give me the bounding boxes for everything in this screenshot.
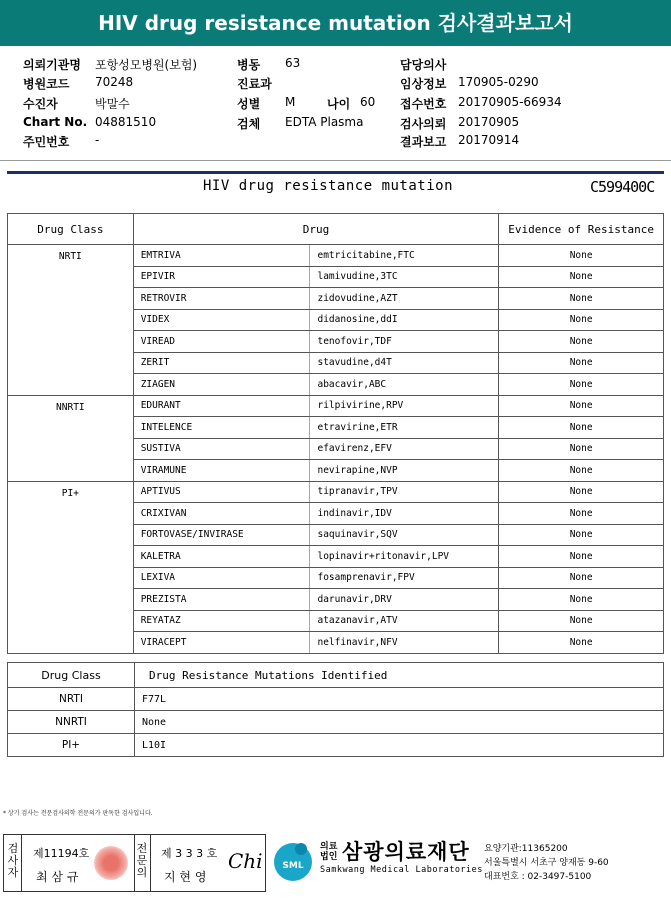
drug-brand-cell: CRIXIVAN [133, 503, 310, 525]
mut-class: NNRTI [8, 711, 135, 734]
resident-label: 주민번호 [23, 135, 70, 149]
evidence-cell: None [499, 481, 664, 503]
hospital-label: 의뢰기관명 [23, 58, 81, 72]
drug-generic-cell: saquinavir,SQV [310, 524, 499, 546]
report-value: 20170914 [458, 133, 520, 147]
doctor-label: 담당의사 [400, 58, 447, 72]
drug-generic-cell: zidovudine,AZT [310, 288, 499, 310]
drug-class-cell: NNRTI [8, 395, 134, 481]
evidence-cell: None [499, 417, 664, 439]
specialist-label: 전문의 [136, 842, 148, 879]
table-row [8, 395, 664, 417]
evidence-cell: None [499, 288, 664, 310]
code-value: 70248 [95, 75, 134, 89]
mut-value: L10I [135, 734, 664, 757]
drug-brand-cell: REYATAZ [133, 610, 310, 632]
org-phone: 대표번호 : 02-3497-5100 [484, 872, 592, 882]
drug-brand-cell: VIREAD [133, 331, 310, 353]
signature-box [3, 834, 266, 892]
specialist-name: 지 현 영 [164, 870, 207, 884]
mut-class: PI+ [8, 734, 135, 757]
drug-generic-cell: lopinavir+ritonavir,LPV [310, 546, 499, 568]
examiner-name: 최 삼 규 [36, 870, 79, 884]
specimen-label: 검체 [237, 117, 261, 131]
examiner-label: 검사자 [7, 842, 19, 879]
examiner-license: 제11194호 [33, 847, 90, 860]
evidence-cell: None [499, 438, 664, 460]
chart-label: Chart No. [23, 115, 88, 129]
drug-generic-cell: emtricitabine,FTC [310, 245, 499, 267]
drug-generic-cell: nevirapine,NVP [310, 460, 499, 482]
age-value: 60 [360, 95, 376, 109]
signature: Chi [228, 849, 263, 873]
header-evidence: Evidence of Resistance [499, 214, 664, 245]
drug-generic-cell: stavudine,d4T [310, 352, 499, 374]
sex-value: M [285, 95, 296, 109]
resident-value: - [95, 133, 100, 147]
mutation-table-header [8, 663, 664, 688]
table-row [8, 245, 664, 267]
report-title: HIV drug resistance mutation 검사결과보고서 [0, 0, 671, 46]
drug-brand-cell: SUSTIVA [133, 438, 310, 460]
specialist-license: 제 3 3 3 호 [161, 847, 218, 860]
drug-table-body [8, 245, 664, 654]
footnote: * 상기 검사는 전문검사의학 전문의가 판독한 검사입니다. [3, 810, 153, 817]
request-value: 20170905 [458, 115, 520, 129]
header-drug: Drug [133, 214, 499, 245]
drug-brand-cell: PREZISTA [133, 589, 310, 611]
dept-label: 진료과 [237, 77, 272, 91]
evidence-cell: None [499, 524, 664, 546]
drug-generic-cell: lamivudine,3TC [310, 266, 499, 288]
seal-icon [94, 846, 128, 880]
mut-value: F77L [135, 688, 664, 711]
drug-brand-cell: ZERIT [133, 352, 310, 374]
receipt-value: 20170905-66934 [458, 95, 562, 109]
mutation-table [7, 662, 664, 757]
drug-generic-cell: rilpivirine,RPV [310, 395, 499, 417]
drug-class-cell: NRTI [8, 245, 134, 396]
ward-label: 병동 [237, 58, 261, 72]
drug-brand-cell: VIRAMUNE [133, 460, 310, 482]
drug-generic-cell: tipranavir,TPV [310, 481, 499, 503]
drug-brand-cell: ZIAGEN [133, 374, 310, 396]
evidence-cell: None [499, 589, 664, 611]
sml-logo-icon [271, 838, 315, 882]
header-divider [0, 160, 671, 161]
drug-generic-cell: indinavir,IDV [310, 503, 499, 525]
sex-label: 성별 [237, 97, 261, 111]
specimen-value: EDTA Plasma [285, 115, 364, 129]
evidence-cell: None [499, 245, 664, 267]
drug-brand-cell: APTIVUS [133, 481, 310, 503]
drug-generic-cell: tenofovir,TDF [310, 331, 499, 353]
section-code: C599400C [590, 178, 655, 196]
chart-value: 04881510 [95, 115, 157, 129]
hospital-value: 포항성모병원(보험) [95, 58, 198, 72]
evidence-cell: None [499, 309, 664, 331]
age-label: 나이 [327, 97, 351, 111]
drug-brand-cell: LEXIVA [133, 567, 310, 589]
evidence-cell: None [499, 374, 664, 396]
logo-text: SML [282, 861, 304, 871]
evidence-cell: None [499, 352, 664, 374]
drug-brand-cell: EPIVIR [133, 266, 310, 288]
drug-table [7, 213, 664, 654]
drug-generic-cell: etravirine,ETR [310, 417, 499, 439]
drug-brand-cell: EDURANT [133, 395, 310, 417]
report-label: 결과보고 [400, 135, 447, 149]
evidence-cell: None [499, 460, 664, 482]
drug-generic-cell: abacavir,ABC [310, 374, 499, 396]
org-name: 삼광의료재단 [342, 840, 470, 864]
drug-generic-cell: nelfinavir,NFV [310, 632, 499, 654]
mut-header-class: Drug Class [8, 663, 135, 688]
clinical-label: 임상정보 [400, 77, 447, 91]
table-row [8, 688, 664, 711]
org-english: Samkwang Medical Laboratories [320, 865, 483, 875]
drug-generic-cell: fosamprenavir,FPV [310, 567, 499, 589]
drug-generic-cell: efavirenz,EFV [310, 438, 499, 460]
section-rule [7, 171, 664, 174]
table-row [8, 481, 664, 503]
drug-table-header [8, 214, 664, 245]
mut-value: None [135, 711, 664, 734]
drug-generic-cell: darunavir,DRV [310, 589, 499, 611]
drug-brand-cell: EMTRIVA [133, 245, 310, 267]
drug-generic-cell: atazanavir,ATV [310, 610, 499, 632]
evidence-cell: None [499, 395, 664, 417]
clinical-value: 170905-0290 [458, 75, 539, 89]
receipt-label: 접수번호 [400, 97, 447, 111]
request-label: 검사의뢰 [400, 117, 447, 131]
evidence-cell: None [499, 266, 664, 288]
org-prefix: 의료법인 [320, 842, 338, 862]
mut-header-mutations: Drug Resistance Mutations Identified [135, 663, 664, 688]
evidence-cell: None [499, 546, 664, 568]
drug-brand-cell: RETROVIR [133, 288, 310, 310]
drug-brand-cell: KALETRA [133, 546, 310, 568]
evidence-cell: None [499, 567, 664, 589]
header-drug-class: Drug Class [8, 214, 134, 245]
evidence-cell: None [499, 610, 664, 632]
evidence-cell: None [499, 331, 664, 353]
examinee-label: 수진자 [23, 97, 58, 111]
code-label: 병원코드 [23, 77, 70, 91]
org-code: 요양기관:11365200 [484, 844, 568, 854]
drug-brand-cell: INTELENCE [133, 417, 310, 439]
drug-brand-cell: VIDEX [133, 309, 310, 331]
evidence-cell: None [499, 632, 664, 654]
mut-class: NRTI [8, 688, 135, 711]
drug-brand-cell: FORTOVASE/INVIRASE [133, 524, 310, 546]
drug-class-cell: PI+ [8, 481, 134, 653]
drug-brand-cell: VIRACEPT [133, 632, 310, 654]
table-row [8, 711, 664, 734]
drug-generic-cell: didanosine,ddI [310, 309, 499, 331]
org-address: 서울특별시 서초구 양재동 9-60 [484, 858, 609, 868]
ward-value: 63 [285, 56, 301, 70]
evidence-cell: None [499, 503, 664, 525]
examinee-value: 박말수 [95, 97, 130, 111]
section-title: HIV drug resistance mutation [203, 178, 454, 194]
table-row [8, 734, 664, 757]
